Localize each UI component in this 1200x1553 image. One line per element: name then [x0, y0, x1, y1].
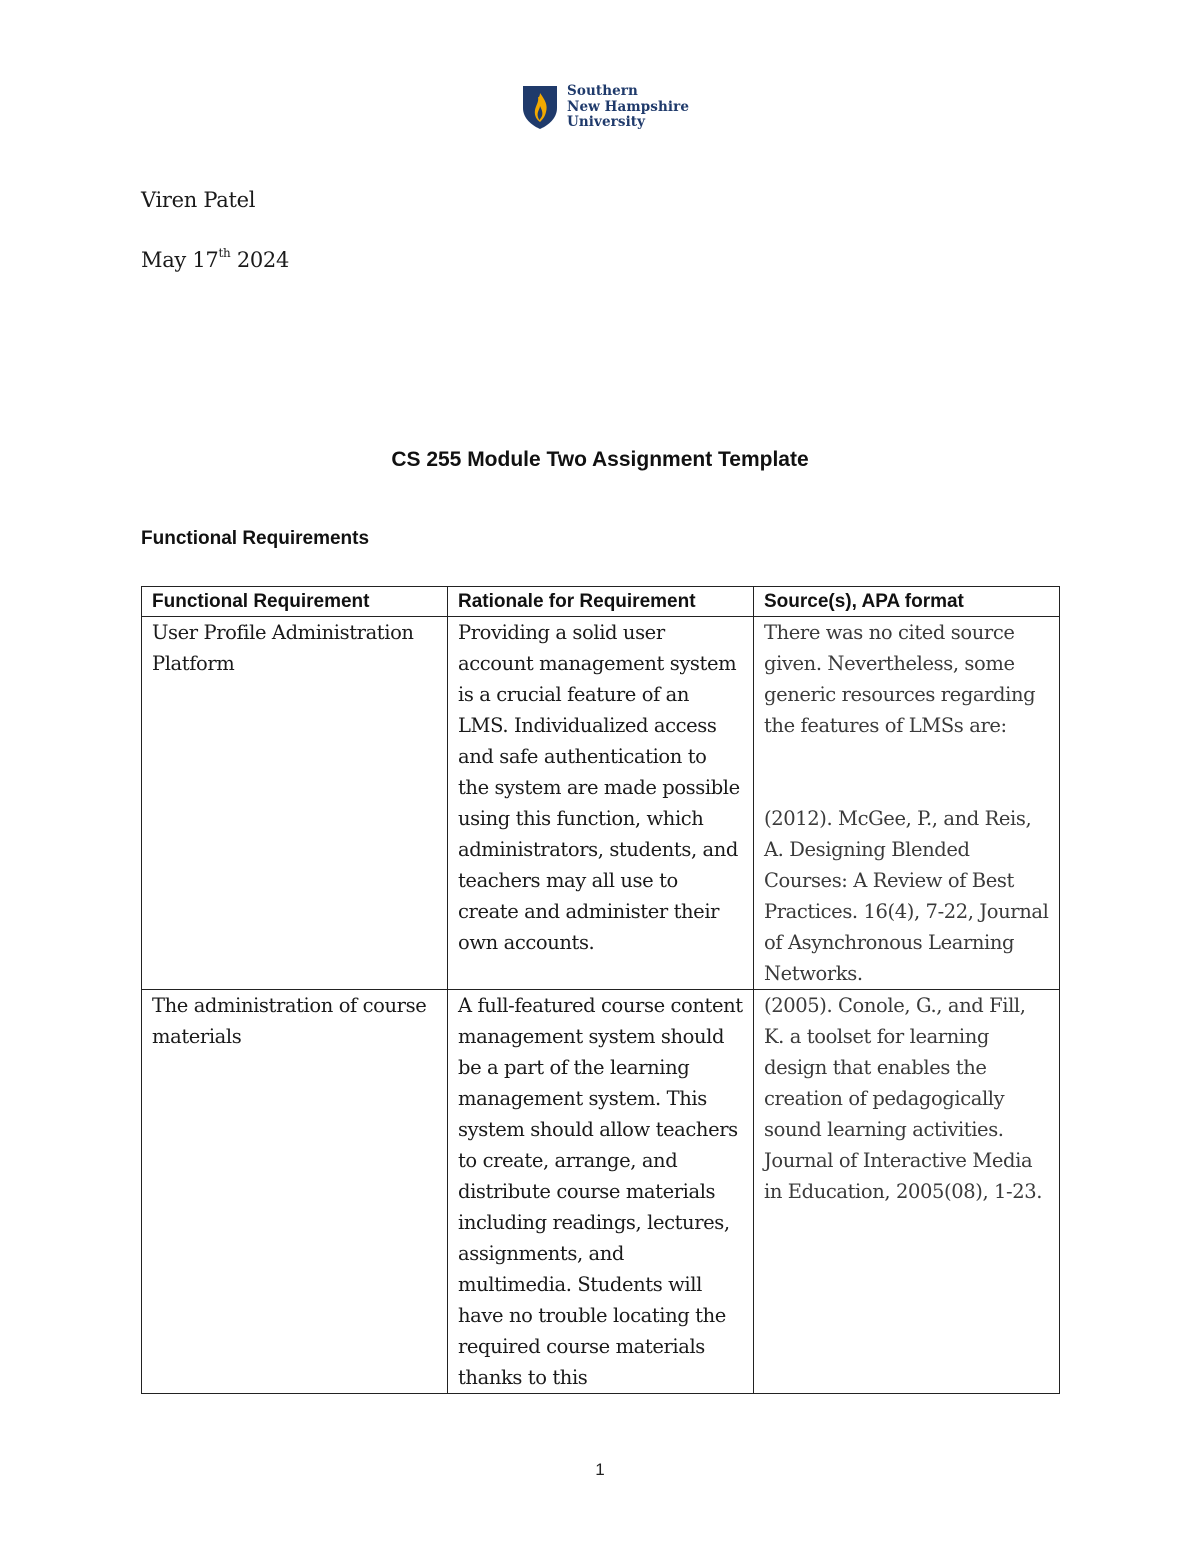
source-spacer	[764, 741, 1049, 803]
requirement-cell	[142, 617, 448, 990]
rationale-text: Providing a solid user account management system is a crucial feature of an LMS. Individualized access and safe authentication to the system are made possible using this function, which administrators, students, and teachers may all use to create and administer their own accounts.	[458, 621, 740, 954]
source-cell	[754, 990, 1060, 1394]
page-title: CS 255 Module Two Assignment Template	[391, 448, 809, 471]
table-row	[142, 617, 1060, 990]
source-cell	[754, 617, 1060, 990]
university-logo	[521, 84, 689, 131]
rationale-text: A full-featured course content management system should be a part of the learning management system. This system should allow teachers to create, arrange, and distribute course materials including readings, lectures, assignments, and multimedia. Students will have no trouble locating the required course materials thanks to this	[458, 994, 743, 1389]
requirement-text: The administration of course materials	[152, 994, 427, 1048]
requirement-text: User Profile Administration Platform	[152, 621, 414, 675]
rationale-cell	[448, 617, 754, 990]
table-row	[142, 990, 1060, 1394]
date-year: 2024	[230, 248, 290, 272]
university-wordmark	[567, 84, 689, 131]
requirements-table	[141, 586, 1060, 1394]
column-header-sources: Source(s), APA format	[754, 587, 1060, 617]
page-number: 1	[595, 1460, 605, 1479]
date-prefix: May 17	[141, 248, 219, 272]
source-citation: (2005). Conole, G., and Fill, K. a toolset for learning design that enables the creation of pedagogically sound learning activities. Journal of Interactive Media in Education, 2005(08), 1-23.	[764, 994, 1043, 1203]
wordmark-line-1: Southern	[567, 83, 638, 99]
column-header-requirement: Functional Requirement	[142, 587, 448, 617]
flame-shield-icon	[521, 84, 559, 130]
table-header-row	[142, 587, 1060, 617]
column-header-rationale: Rationale for Requirement	[448, 587, 754, 617]
source-note: There was no cited source given. Nevertheless, some generic resources regarding the features of LMSs are:	[764, 621, 1036, 737]
section-heading: Functional Requirements	[141, 528, 370, 549]
requirement-cell	[142, 990, 448, 1394]
document-date	[141, 248, 289, 272]
source-citation: (2012). McGee, P., and Reis, A. Designing Blended Courses: A Review of Best Practices. 16(4), 7-22, Journal of Asynchronous Learning Networks.	[764, 807, 1049, 985]
author-name: Viren Patel	[141, 188, 256, 212]
rationale-cell	[448, 990, 754, 1394]
wordmark-line-2: New Hampshire	[567, 98, 690, 115]
date-suffix: th	[218, 246, 231, 260]
wordmark-line-3: University	[567, 114, 646, 130]
